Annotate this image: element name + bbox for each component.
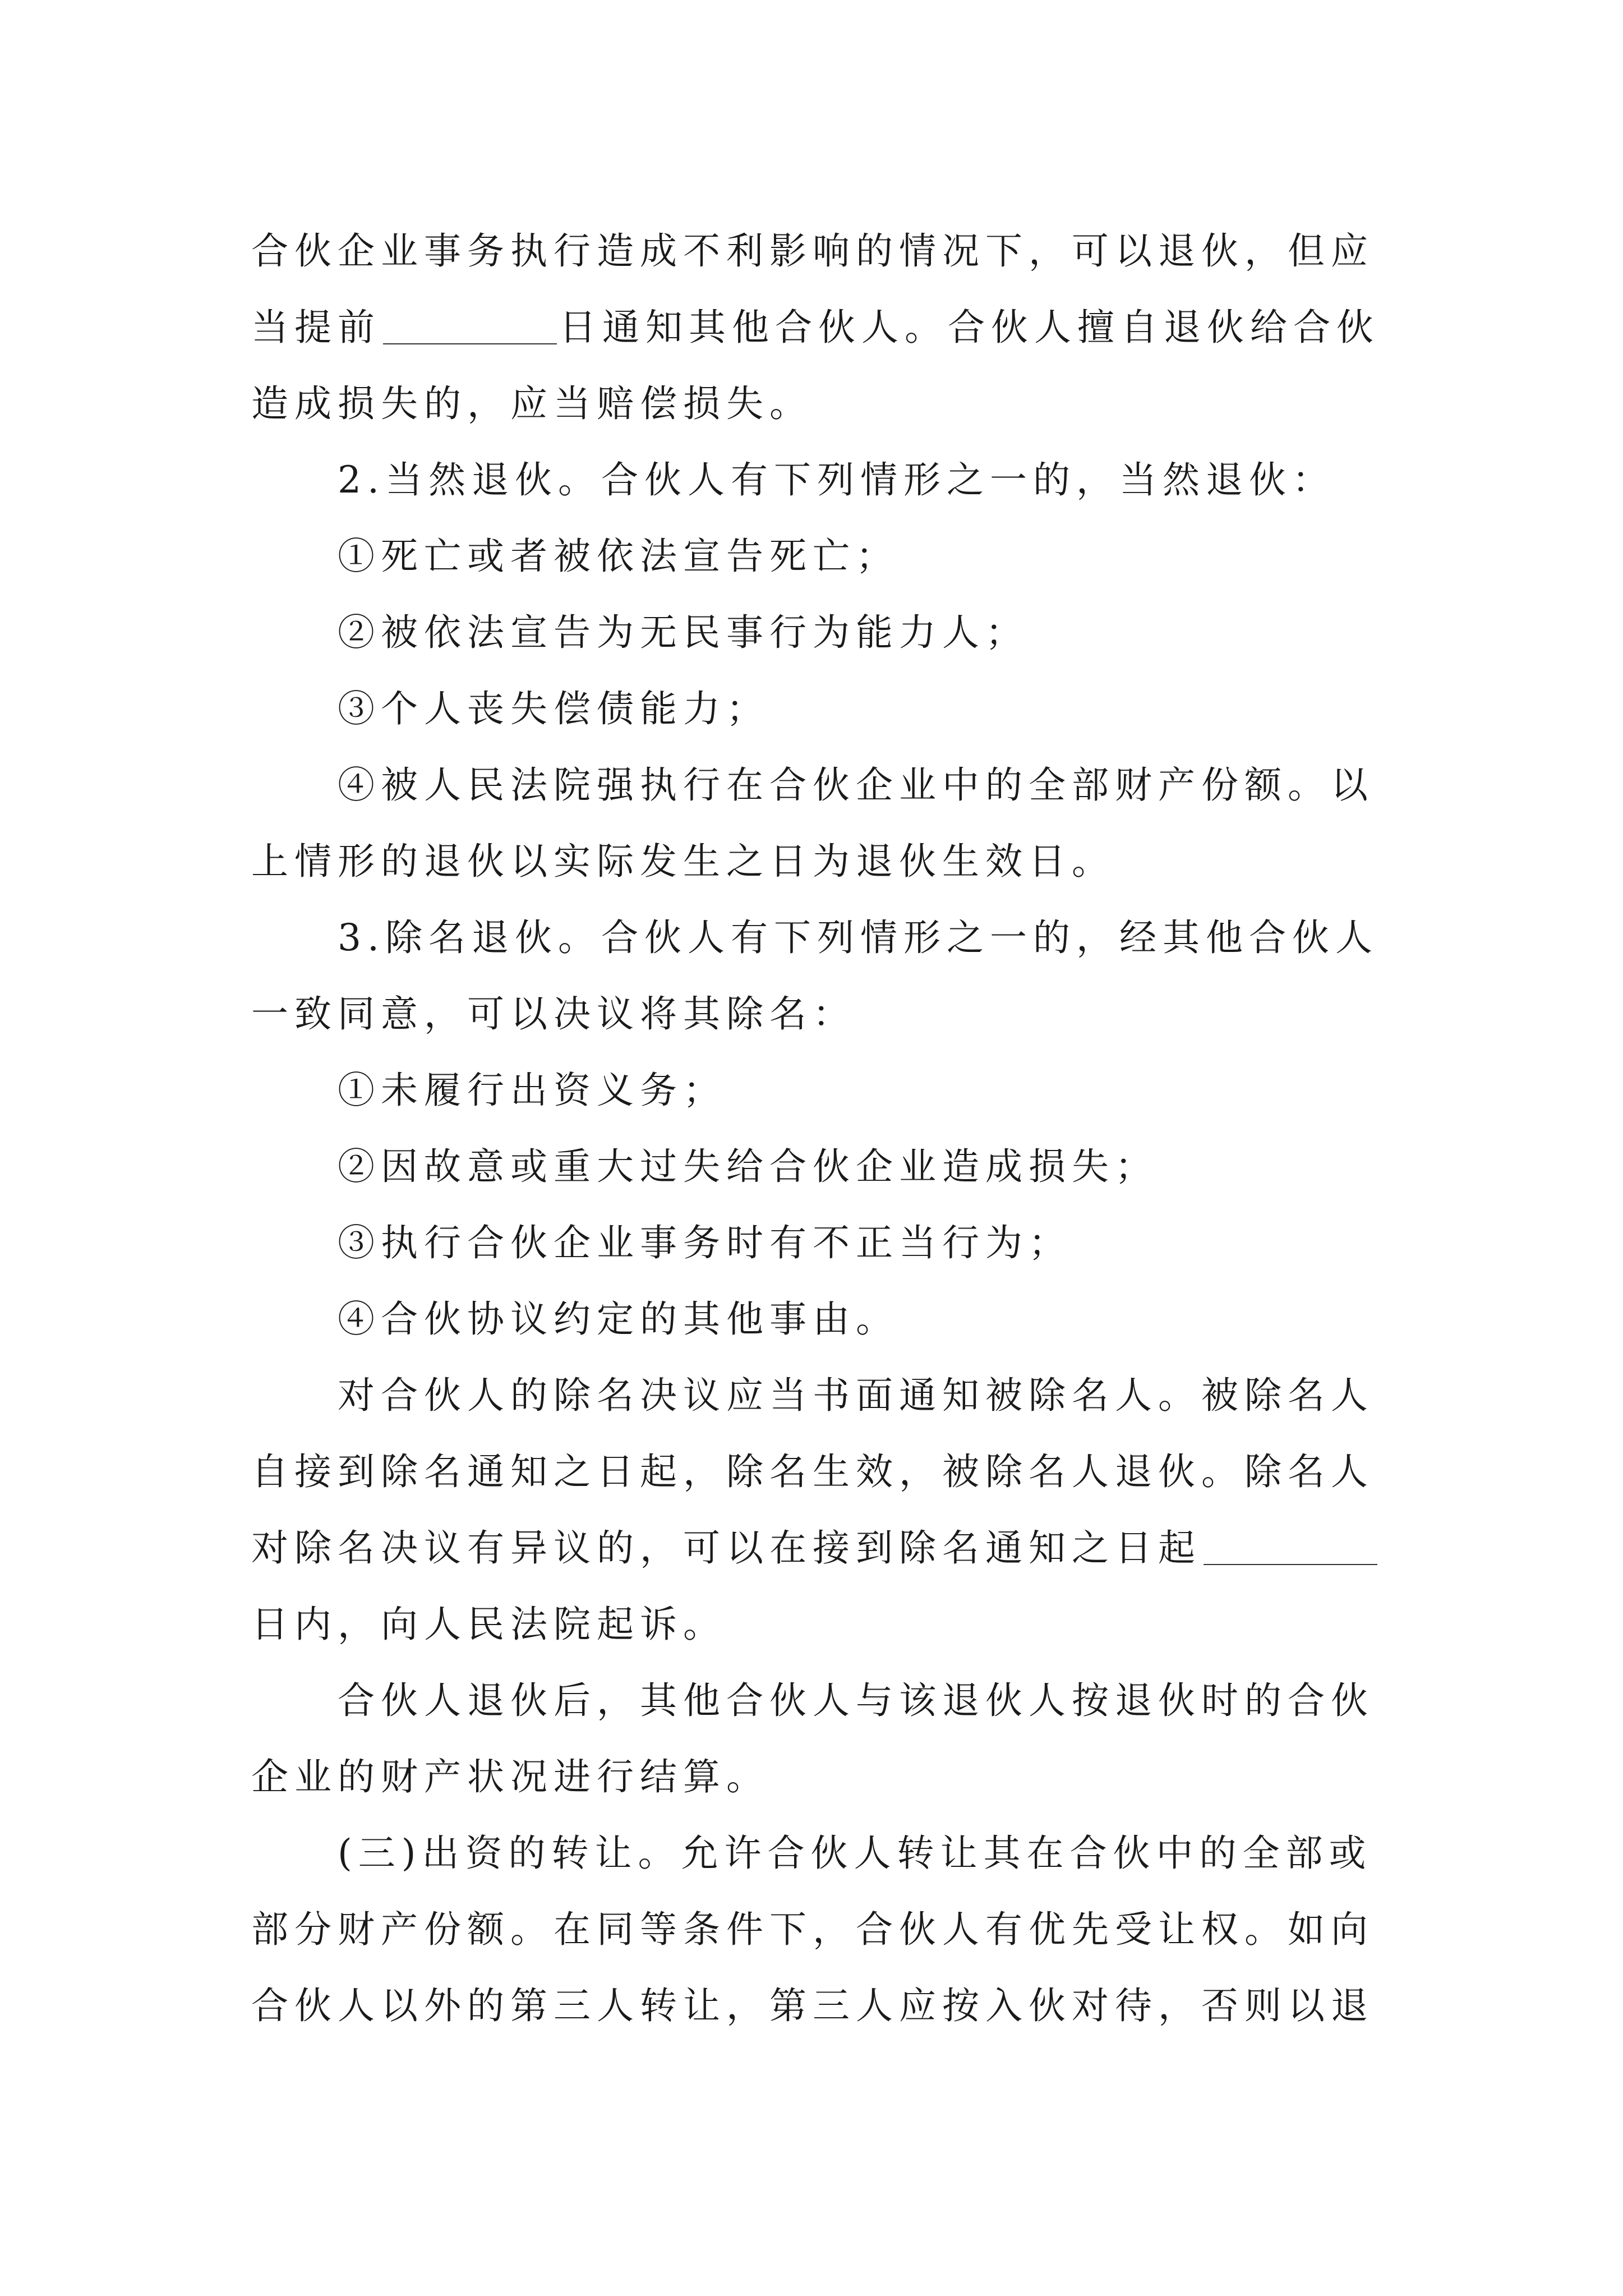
document-body — [251, 213, 1384, 2044]
automatic-withdrawal-item-3: ③个人丧失偿债能力； — [338, 687, 769, 730]
para1-line1: 合伙企业事务执行造成不利影响的情况下，可以退伙，但应 — [251, 229, 1374, 273]
para1-line2-end: 日通知其他合伙人。合伙人擅自退伙给合伙 — [559, 306, 1380, 349]
expulsion-heading-line1: 3.除名退伙。合伙人有下列情形之一的，经其他合伙人 — [338, 916, 1378, 959]
para1-line2-start: 当提前 — [251, 306, 381, 349]
transfer-section-line1: (三)出资的转让。允许合伙人转让其在合伙中的全部或 — [338, 1832, 1372, 1875]
expulsion-item-2: ②因故意或重大过失给合伙企业造成损失； — [338, 1145, 1158, 1188]
objection-days-blank — [1204, 1527, 1377, 1565]
para4-line3-text: 对除名决议有异议的，可以在接到除名通知之日起 — [251, 1526, 1201, 1570]
para4-line2: 自接到除名通知之日起，除名生效，被除名人退伙。除名人 — [251, 1450, 1374, 1493]
para4-line3 — [251, 1510, 1384, 1586]
para4-line4: 日内，向人民法院起诉。 — [251, 1603, 726, 1646]
automatic-withdrawal-item-1: ①死亡或者被依法宣告死亡； — [338, 535, 899, 578]
expulsion-item-4: ④合伙协议约定的其他事由。 — [338, 1297, 899, 1341]
para1-line2 — [251, 289, 1384, 366]
para4-line1: 对合伙人的除名决议应当书面通知被除名人。被除名人 — [338, 1374, 1374, 1417]
expulsion-item-3: ③执行合伙企业事务时有不正当行为； — [338, 1221, 1072, 1264]
notice-days-blank — [383, 306, 557, 344]
automatic-withdrawal-heading: 2.当然退伙。合伙人有下列情形之一的，当然退伙： — [338, 458, 1335, 501]
transfer-section-line2: 部分财产份额。在同等条件下，合伙人有优先受让权。如向 — [251, 1908, 1374, 1951]
para1-line3: 造成损失的，应当赔偿损失。 — [251, 382, 813, 425]
automatic-withdrawal-item-4-line1: ④被人民法院强执行在合伙企业中的全部财产份额。以 — [338, 763, 1374, 807]
para5-line2: 企业的财产状况进行结算。 — [251, 1755, 769, 1798]
automatic-withdrawal-item-4-line2: 上情形的退伙以实际发生之日为退伙生效日。 — [251, 840, 1115, 883]
automatic-withdrawal-item-2: ②被依法宣告为无民事行为能力人； — [338, 611, 1029, 654]
transfer-section-line3: 合伙人以外的第三人转让，第三人应按入伙对待，否则以退 — [251, 1984, 1374, 2027]
para5-line1: 合伙人退伙后，其他合伙人与该退伙人按退伙时的合伙 — [338, 1679, 1374, 1722]
expulsion-heading-line2: 一致同意，可以决议将其除名： — [251, 992, 856, 1036]
expulsion-item-1: ①未履行出资义务； — [338, 1069, 726, 1112]
